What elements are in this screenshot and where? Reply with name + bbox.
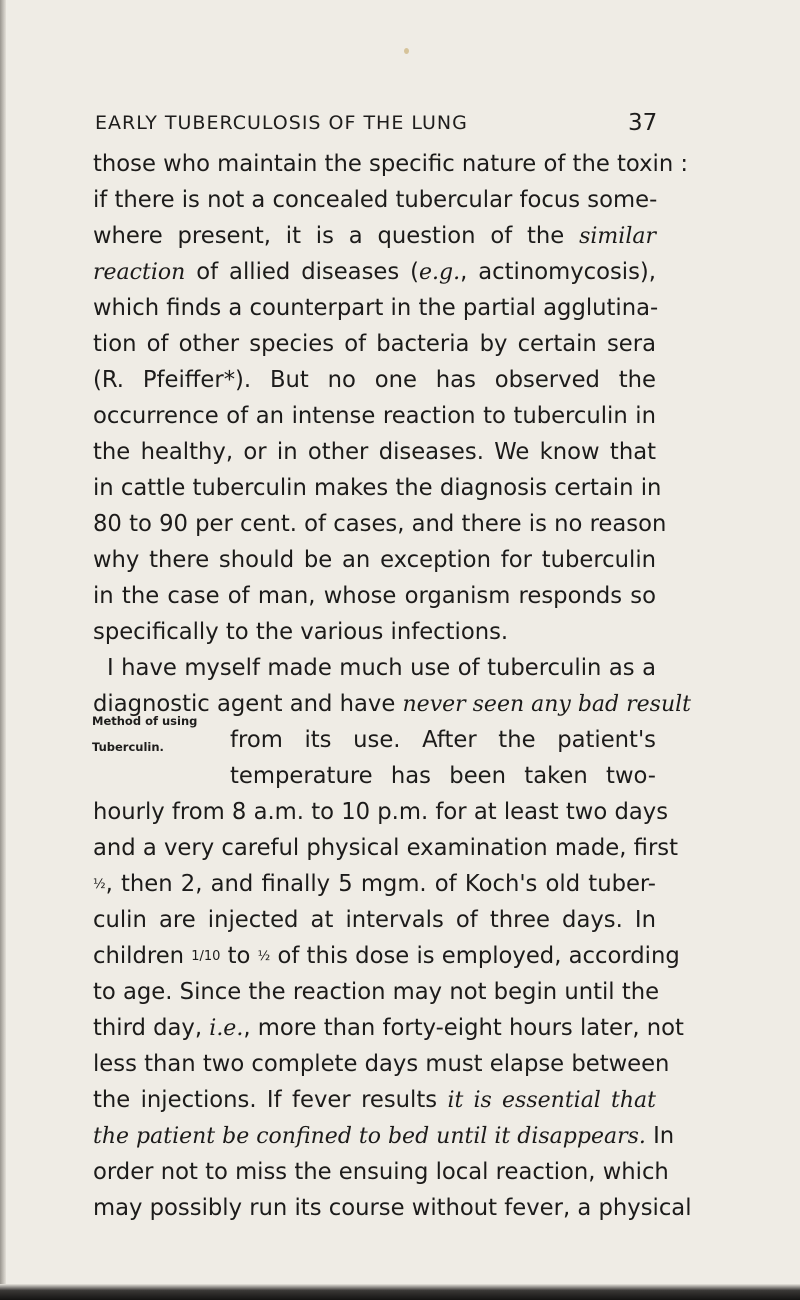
text-line: less than two complete days must elapse between bbox=[93, 1051, 670, 1077]
text-line bbox=[93, 1082, 656, 1118]
text-line: which finds a counterpart in the partial agglutina- bbox=[93, 295, 659, 321]
text-line bbox=[93, 254, 656, 290]
italic-segment: the patient be confined to bed until it disappears. bbox=[93, 1124, 646, 1149]
text-segment: diagnostic agent and have bbox=[93, 691, 403, 717]
text-line: I have myself made much use of tuberculin as a bbox=[107, 655, 656, 681]
text-line bbox=[93, 218, 656, 254]
text-line: 80 to 90 per cent. of cases, and there is no reason bbox=[93, 511, 667, 537]
text-segment: of this dose is employed, according bbox=[270, 943, 680, 969]
fraction-half: ½ bbox=[93, 877, 106, 892]
text-line bbox=[93, 1010, 684, 1046]
text-line: in the case of man, whose organism responds so bbox=[93, 583, 656, 609]
text-segment: , actinomycosis), bbox=[460, 259, 656, 285]
text-line: in cattle tuberculin makes the diagnosis certain in bbox=[93, 475, 662, 501]
fraction-half: ½ bbox=[257, 949, 271, 964]
text-segment: of allied diseases ( bbox=[185, 259, 419, 285]
text-line: temperature has been taken two- bbox=[230, 763, 656, 789]
text-line: those who maintain the specific nature of the toxin : bbox=[93, 151, 689, 177]
text-line: may possibly run its course without fever, a physical bbox=[93, 1195, 692, 1221]
text-line bbox=[93, 1118, 675, 1154]
page-left-shadow bbox=[0, 0, 6, 1300]
italic-segment: never seen any bad result bbox=[402, 692, 691, 717]
margin-note-line-2: Tuberculin. bbox=[92, 740, 164, 754]
text-segment: In bbox=[645, 1123, 675, 1149]
text-line: (R. Pfeiffer*). But no one has observed the bbox=[93, 367, 656, 393]
text-segment: third day, bbox=[93, 1015, 210, 1041]
italic-segment: similar bbox=[579, 224, 656, 249]
text-segment: where present, it is a question of the bbox=[93, 223, 580, 249]
text-segment: , more than forty-eight hours later, not bbox=[243, 1015, 684, 1041]
text-segment: to bbox=[220, 943, 258, 969]
text-line: and a very careful physical examination made, first bbox=[93, 835, 678, 861]
italic-segment: reaction bbox=[93, 260, 186, 285]
italic-segment: i.e. bbox=[209, 1016, 244, 1041]
text-line: from its use. After the patient's bbox=[230, 727, 656, 753]
text-segment: children bbox=[93, 943, 192, 969]
paper-stain bbox=[404, 48, 409, 54]
italic-segment: e.g. bbox=[419, 260, 461, 285]
text-line: the healthy, or in other diseases. We know that bbox=[93, 439, 656, 465]
italic-segment: it is essential that bbox=[447, 1088, 656, 1113]
text-segment: the injections. If fever results bbox=[93, 1087, 448, 1113]
text-line: why there should be an exception for tuberculin bbox=[93, 547, 656, 573]
text-line: tion of other species of bacteria by certain sera bbox=[93, 331, 656, 357]
margin-note-line-1: Method of using bbox=[92, 714, 198, 728]
page-bottom-edge bbox=[0, 1284, 800, 1300]
text-line: if there is not a concealed tubercular focus some- bbox=[93, 187, 658, 213]
text-segment: , then 2, and finally 5 mgm. of Koch's old tuber- bbox=[105, 871, 656, 897]
text-line bbox=[93, 686, 691, 722]
text-line bbox=[93, 866, 656, 902]
running-header: EARLY TUBERCULOSIS OF THE LUNG bbox=[95, 112, 468, 134]
text-line: occurrence of an intense reaction to tuberculin in bbox=[93, 403, 656, 429]
fraction-tenth: 1/10 bbox=[191, 949, 221, 964]
text-line bbox=[93, 938, 680, 974]
text-line: culin are injected at intervals of three days. In bbox=[93, 907, 656, 933]
text-line: order not to miss the ensuing local reaction, which bbox=[93, 1159, 669, 1185]
text-line: to age. Since the reaction may not begin until the bbox=[93, 979, 660, 1005]
text-line: specifically to the various infections. bbox=[93, 619, 509, 645]
page-number: 37 bbox=[628, 110, 658, 136]
text-line: hourly from 8 a.m. to 10 p.m. for at least two days bbox=[93, 799, 669, 825]
